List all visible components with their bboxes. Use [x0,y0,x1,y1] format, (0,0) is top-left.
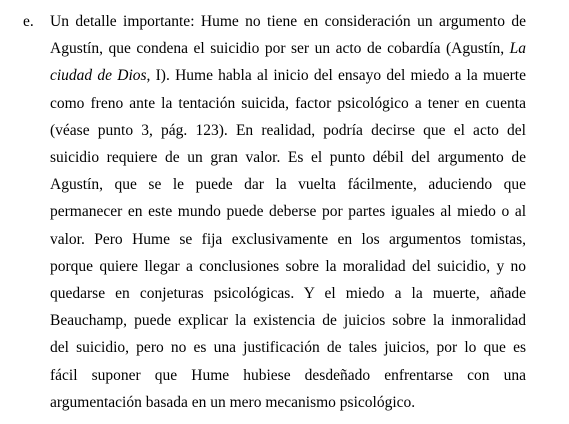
text-line [50,62,526,89]
text-run: Agustín, que se le puede dar la vuelta fácilmente, aduciendo que [50,176,526,194]
text-line [50,307,526,334]
paragraph-text [50,8,526,416]
text-run: como freno ante la tentación suicida, factor psicológico a tener en cuenta [50,94,526,112]
text-line [50,226,526,253]
text-line [50,253,526,280]
text-line [50,117,526,144]
text-run: porque quiere llegar a conclusiones sobre la moralidad del suicidio, y no [50,257,526,275]
text-line [50,389,526,416]
text-line [50,334,526,361]
text-run: argumentación basada en un mero mecanismo psicológico. [50,393,416,411]
text-line [50,280,526,307]
text-run: del suicidio, pero no es una justificación de tales juicios, por lo que es [50,339,526,357]
text-run: permanecer en este mundo puede deberse por partes iguales al miedo o al [50,203,526,221]
text-run: Agustín, que condena el suicidio por ser un acto de cobardía (Agustín, [50,40,510,58]
text-run: (véase punto 3, pág. 123). En realidad, podría decirse que el acto del [50,121,526,139]
text-run: Beauchamp, puede explicar la existencia de juicios sobre la inmoralidad [50,312,526,330]
text-line [50,8,526,35]
text-run: valor. Pero Hume se fija exclusivamente en los argumentos tomistas, [50,230,526,248]
text-line [50,362,526,389]
text-run: quedarse en conjeturas psicológicas. Y el miedo a la muerte, añade [50,285,526,303]
italic-text: ciudad de Dios [50,67,147,85]
italic-text: La [509,40,526,58]
text-line [50,171,526,198]
text-run: Un detalle importante: Hume no tiene en consideración un argumento de [50,13,526,30]
text-run: , I). Hume habla al inicio del ensayo del miedo a la muerte [146,67,526,85]
text-run: fácil suponer que Hume hubiese desdeñado enfrentarse con una [50,366,526,384]
list-marker: e. [23,13,34,30]
text-run: suicidio requiere de un gran valor. Es el punto débil del argumento de [50,149,526,167]
text-line [50,35,526,62]
text-line [50,90,526,117]
text-line [50,144,526,171]
text-line [50,198,526,225]
